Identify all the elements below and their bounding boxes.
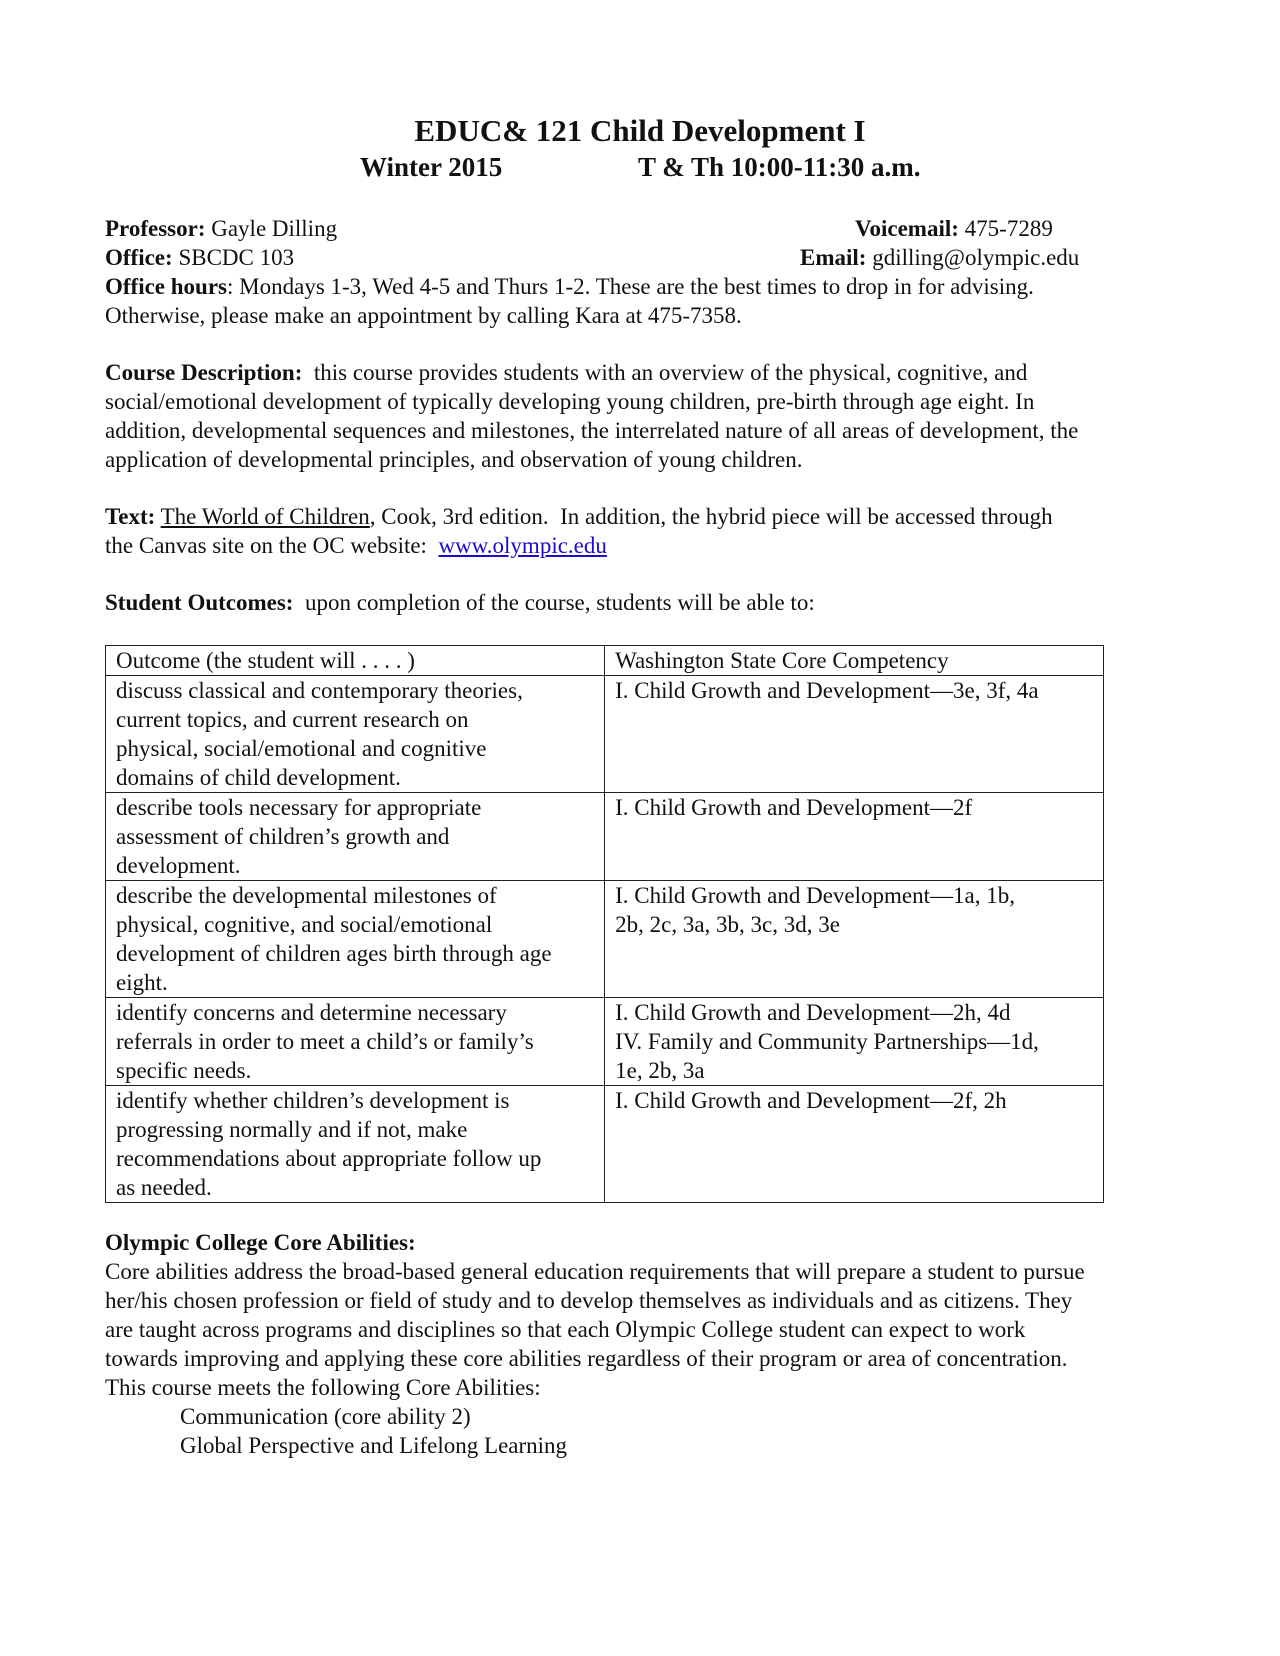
student-outcomes-label: Student Outcomes: [105,590,294,615]
term-schedule-line [0,150,1280,184]
table-row [106,1086,1104,1203]
outcome-line: progressing normally and if not, make [116,1117,468,1142]
professor-row [105,214,1105,243]
core-ability-item: Communication (core ability 2) [180,1404,471,1429]
course-description-line: addition, developmental sequences and milestones, the interrelated nature of all areas of development, the [105,418,1079,443]
outcome-line: describe tools necessary for appropriate [116,795,482,820]
student-outcomes-intro [105,588,1185,617]
table-header-row [106,646,1104,676]
competency-cell [605,793,1104,881]
office-location: SBCDC 103 [178,245,295,270]
competency-line: 1e, 2b, 3a [615,1058,705,1083]
outcome-line: referrals in order to meet a child’s or family’s [116,1029,534,1054]
competency-line: I. Child Growth and Development—1a, 1b, [615,883,1015,908]
competency-cell [605,998,1104,1086]
core-abilities-line: Core abilities address the broad-based general education requirements that will prepare a student to pursue [105,1259,1085,1284]
outcome-line: as needed. [116,1175,212,1200]
competency-cell [605,676,1104,793]
table-row [106,998,1104,1086]
outcome-line: identify whether children’s development is [116,1088,510,1113]
competency-line: 2b, 2c, 3a, 3b, 3c, 3d, 3e [615,912,840,937]
course-description [105,358,1185,474]
table-row [106,881,1104,998]
email-address[interactable]: gdilling@olympic.edu [872,245,1080,270]
professor-name: Gayle Dilling [211,216,338,241]
office-hours-appointment: Otherwise, please make an appointment by calling Kara at 475-7358. [105,303,742,328]
canvas-note: the Canvas site on the OC website: [105,533,439,558]
office-row [105,243,1105,272]
core-abilities-heading: Olympic College Core Abilities: [105,1230,416,1255]
outcome-line: development of children ages birth through age [116,941,552,966]
table-row [106,676,1104,793]
core-abilities-line: This course meets the following Core Abilities: [105,1375,541,1400]
class-schedule: T & Th 10:00-11:30 a.m. [638,152,921,182]
office-hours-text: : Mondays 1-3, Wed 4-5 and Thurs 1-2. These are the best times to drop in for advising. [227,274,1034,299]
table-row [106,793,1104,881]
competency-line: I. Child Growth and Development—2h, 4d [615,1000,1011,1025]
document-header [0,112,1280,184]
text-label: Text: [105,504,156,529]
competency-cell [605,881,1104,998]
office-hours [105,272,1105,301]
website-link[interactable]: www.olympic.edu [438,533,607,558]
outcome-line: describe the developmental milestones of [116,883,497,908]
course-title: EDUC& 121 Child Development I [414,113,866,148]
table-header-outcome: Outcome (the student will . . . . ) [106,646,605,676]
contact-info [105,214,1105,330]
course-description-line: application of developmental principles, and observation of young children. [105,447,803,472]
email-label: Email: [800,245,867,270]
competency-line: I. Child Growth and Development—2f, 2h [615,1088,1007,1113]
textbook-title: The World of Children [160,504,370,529]
outcome-line: current topics, and current research on [116,707,469,732]
textbook-info [105,502,1185,560]
outcome-line: recommendations about appropriate follow up [116,1146,542,1171]
student-outcomes-text: upon completion of the course, students will be able to: [293,590,815,615]
outcome-line: physical, social/emotional and cognitive [116,736,487,761]
outcomes-table [105,645,1104,1203]
office-label: Office: [105,245,173,270]
competency-line: IV. Family and Community Partnerships—1d, [615,1029,1039,1054]
table-header-competency: Washington State Core Competency [605,646,1104,676]
course-description-label: Course Description: [105,360,303,385]
core-abilities [105,1228,1185,1460]
outcome-cell [106,676,605,793]
course-description-line: this course provides students with an overview of the physical, cognitive, and [302,360,1028,385]
professor-label: Professor: [105,216,206,241]
outcome-cell [106,793,605,881]
outcome-line: discuss classical and contemporary theories, [116,678,523,703]
competency-line: I. Child Growth and Development—3e, 3f, 4a [615,678,1039,703]
core-abilities-line: her/his chosen profession or field of study and to develop themselves as individuals and as citizens. They [105,1288,1073,1313]
voicemail-number: 475-7289 [964,216,1053,241]
core-abilities-line: are taught across programs and disciplines so that each Olympic College student can expect to work [105,1317,1026,1342]
outcome-cell [106,998,605,1086]
competency-cell [605,1086,1104,1203]
core-ability-item: Global Perspective and Lifelong Learning [180,1433,568,1458]
outcome-line: identify concerns and determine necessary [116,1000,507,1025]
outcome-line: eight. [116,970,168,995]
outcome-line: assessment of children’s growth and [116,824,450,849]
competency-line: I. Child Growth and Development—2f [615,795,973,820]
outcome-line: specific needs. [116,1058,252,1083]
term: Winter 2015 [360,152,503,182]
outcome-line: physical, cognitive, and social/emotional [116,912,493,937]
outcome-line: domains of child development. [116,765,401,790]
course-description-line: social/emotional development of typically developing young children, pre-birth through age eight. In [105,389,1035,414]
office-hours-label: Office hours [105,274,228,299]
outcome-cell [106,1086,605,1203]
textbook-details: , Cook, 3rd edition. In addition, the hybrid piece will be accessed through [369,504,1053,529]
outcome-cell [106,881,605,998]
core-abilities-line: towards improving and applying these core abilities regardless of their program or area of concentration. [105,1346,1068,1371]
outcome-line: development. [116,853,241,878]
voicemail-label: Voicemail: [855,216,959,241]
